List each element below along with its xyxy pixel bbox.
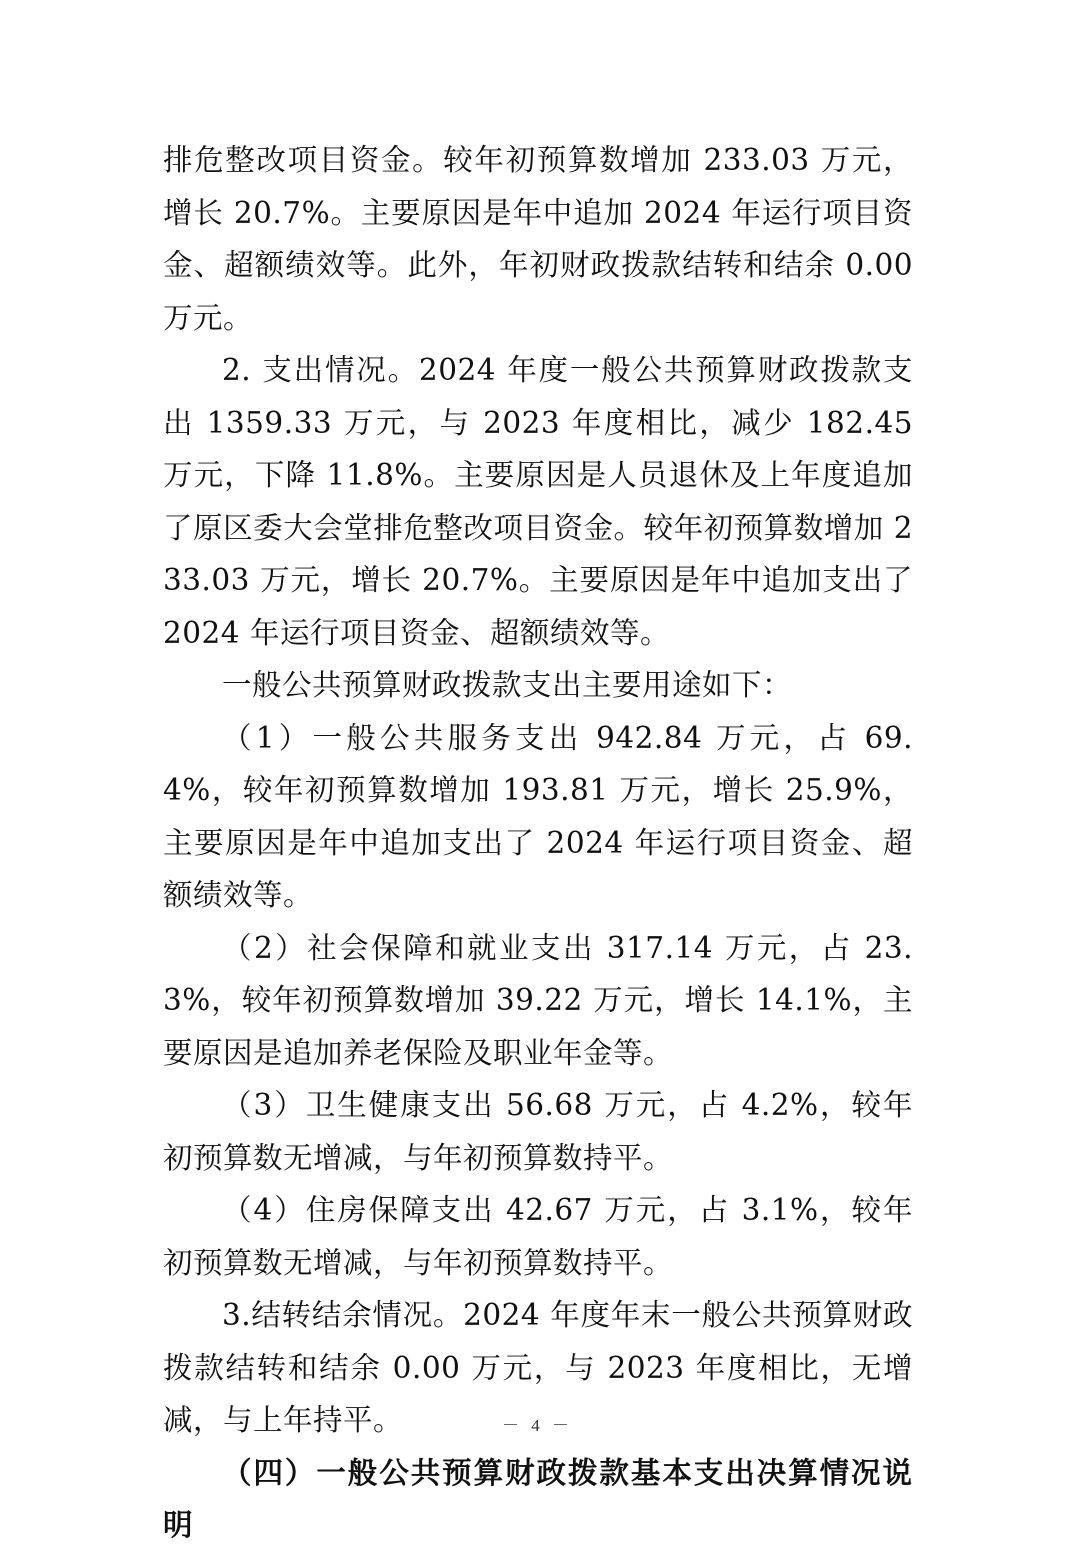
- paragraph-health: （3）卫生健康支出 56.68 万元，占 4.2%，较年初预算数无增减，与年初预算数持平。: [163, 1088, 913, 1175]
- paragraph-expenditure-overview: 2. 支出情况。2024 年度一般公共预算财政拨款支出 1359.33 万元，与 2023 年度相比，减少 182.45 万元，下降 11.8%。主要原因是人员退休及上年度追加了原区委大会堂排危整改项目资金。较年初预算数增加 233.03 万元，增长 20.7%。主要原因是年中追加支出了 2024 年运行项目资金、超额绩效等。: [163, 353, 913, 650]
- page-number: － 4 －: [502, 1416, 573, 1435]
- paragraph-carryover-balance: 3.结转结余情况。2024 年度年末一般公共预算财政拨款结转和结余 0.00 万元，与 2023 年度相比，无增减，与上年持平。: [163, 1298, 913, 1437]
- paragraph-social-security: （2）社会保障和就业支出 317.14 万元，占 23.3%，较年初预算数增加 39.22 万元，增长 14.1%，主要原因是追加养老保险及职业年金等。: [163, 930, 913, 1070]
- paragraph-main-uses-intro: 一般公共预算财政拨款支出主要用途如下：: [222, 668, 793, 702]
- paragraph-general-public-services: （1）一般公共服务支出 942.84 万元，占 69.4%，较年初预算数增加 193.81 万元，增长 25.9%，主要原因是年中追加支出了 2024 年运行项目资金、超额绩效等。: [163, 720, 913, 912]
- paragraph-housing: （4）住房保障支出 42.67 万元，占 3.1%，较年初预算数无增减，与年初预算数持平。: [163, 1193, 913, 1280]
- section-heading-basic-expenditure: （四）一般公共预算财政拨款基本支出决算情况说明: [163, 1454, 913, 1542]
- document-body: [163, 134, 913, 1552]
- paragraph-income-continuation: 排危整改项目资金。较年初预算数增加 233.03 万元，增长 20.7%。主要原因是年中追加 2024 年运行项目资金、超额绩效等。此外，年初财政拨款结转和结余 0.00 万元。: [163, 143, 913, 335]
